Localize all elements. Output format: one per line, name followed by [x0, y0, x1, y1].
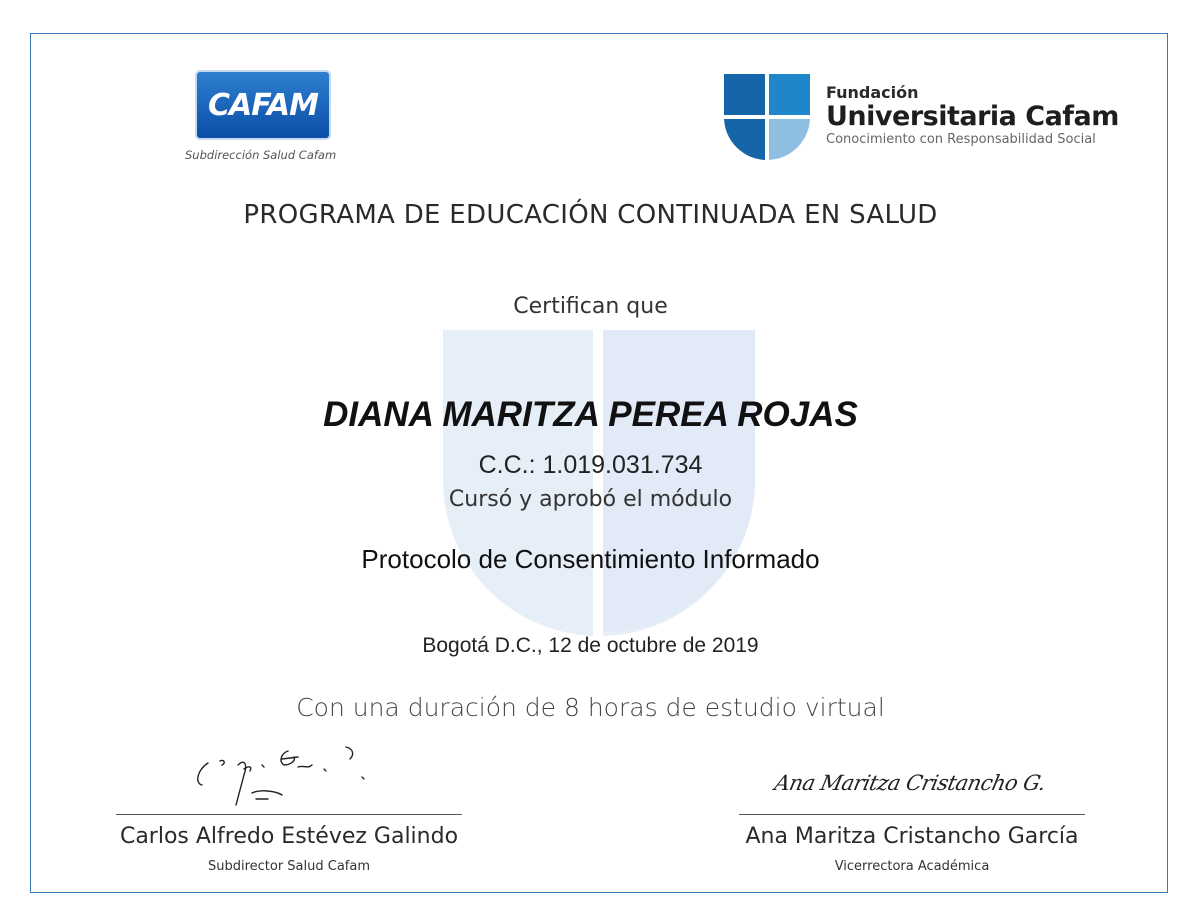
handwritten-signature-left: [186, 735, 386, 813]
signatory-role-right: Vicerrectora Académica: [834, 859, 990, 874]
completion-text: Cursó y aprobó el módulo: [448, 487, 733, 512]
fundacion-logo-tagline: Conocimiento con Responsabilidad Social: [826, 132, 1096, 147]
certify-intro: Certifican que: [513, 294, 668, 319]
fundacion-logo-line1: Fundación: [826, 83, 919, 102]
cafam-logo-mark: CAFAM: [197, 72, 329, 138]
cafam-logo: [185, 72, 337, 162]
fundacion-logo-line2: Universitaria Cafam: [826, 101, 1119, 132]
duration-text: Con una duración de 8 horas de estudio virtual: [296, 693, 885, 722]
module-name: Protocolo de Consentimiento Informado: [361, 544, 820, 574]
signatory-name-right: Ana Maritza Cristancho García: [745, 824, 1079, 849]
recipient-id: C.C.: 1.019.031.734: [478, 451, 703, 479]
signatory-role-left: Subdirector Salud Cafam: [207, 859, 371, 874]
cafam-logo-subtitle: Subdirección Salud Cafam: [185, 148, 337, 162]
fundacion-emblem-icon: [724, 74, 810, 160]
program-title: PROGRAMA DE EDUCACIÓN CONTINUADA EN SALUD: [243, 200, 938, 230]
handwritten-signature-right: Ana Maritza Cristancho G.: [772, 771, 1048, 795]
place-date: Bogotá D.C., 12 de octubre de 2019: [422, 634, 759, 657]
signature-line-right: [739, 814, 1085, 815]
watermark-emblem: [443, 330, 755, 640]
signature-line-left: [116, 814, 462, 815]
signatory-name-left: Carlos Alfredo Estévez Galindo: [119, 824, 459, 849]
recipient-name: DIANA MARITZA PEREA ROJAS: [323, 395, 858, 434]
